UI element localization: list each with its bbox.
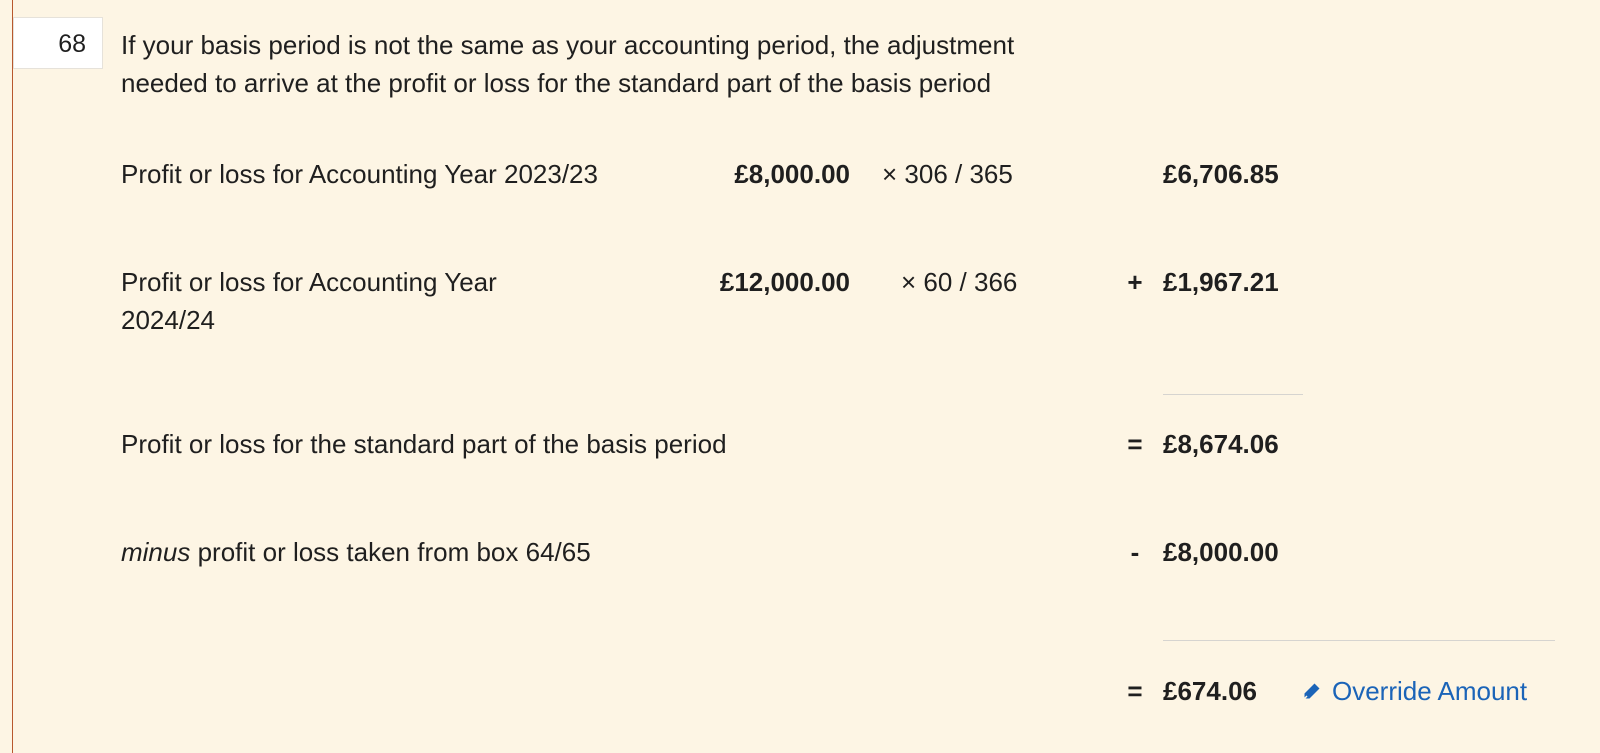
total-result: £674.06 (1163, 676, 1257, 706)
left-border-rule (12, 0, 13, 753)
row-2-amount: £12,000.00 (719, 267, 850, 297)
row-1-fraction: × 306 / 365 (882, 159, 1013, 189)
box-number: 68 (13, 17, 103, 69)
row-2-result: £1,967.21 (1163, 267, 1279, 297)
minus-emphasis: minus (121, 537, 191, 567)
standard-part-result: £8,674.06 (1163, 429, 1279, 459)
row-2-fraction: × 60 / 366 (901, 267, 1018, 297)
row-2-label-line-1: Profit or loss for Accounting Year (121, 267, 497, 297)
total-separator (1163, 640, 1555, 641)
row-1-label: Profit or loss for Accounting Year 2023/23 (121, 159, 598, 189)
question-line-2: needed to arrive at the profit or loss for the standard part of the basis period (121, 68, 992, 98)
standard-part-operator: = (1127, 429, 1143, 459)
total-operator: = (1127, 676, 1143, 706)
minus-row-operator: - (1130, 537, 1140, 567)
row-2-operator: + (1127, 267, 1143, 297)
standard-part-label: Profit or loss for the standard part of the basis period (121, 429, 727, 459)
box-question (121, 26, 1014, 102)
subtotal-separator (1163, 394, 1303, 395)
row-1-amount: £8,000.00 (734, 159, 850, 189)
question-line-1: If your basis period is not the same as your accounting period, the adjustment (121, 30, 1015, 60)
row-2-label-line-2: 2024/24 (121, 305, 215, 335)
row-2-label (121, 263, 497, 339)
minus-row-result: £8,000.00 (1163, 537, 1279, 567)
minus-row-label-rest: profit or loss taken from box 64/65 (190, 537, 591, 567)
override-amount-label: Override Amount (1332, 675, 1528, 706)
minus-row-label (121, 533, 591, 571)
override-amount-link[interactable] (1302, 672, 1527, 710)
pencil-icon (1302, 681, 1322, 701)
row-1-result: £6,706.85 (1163, 159, 1279, 189)
